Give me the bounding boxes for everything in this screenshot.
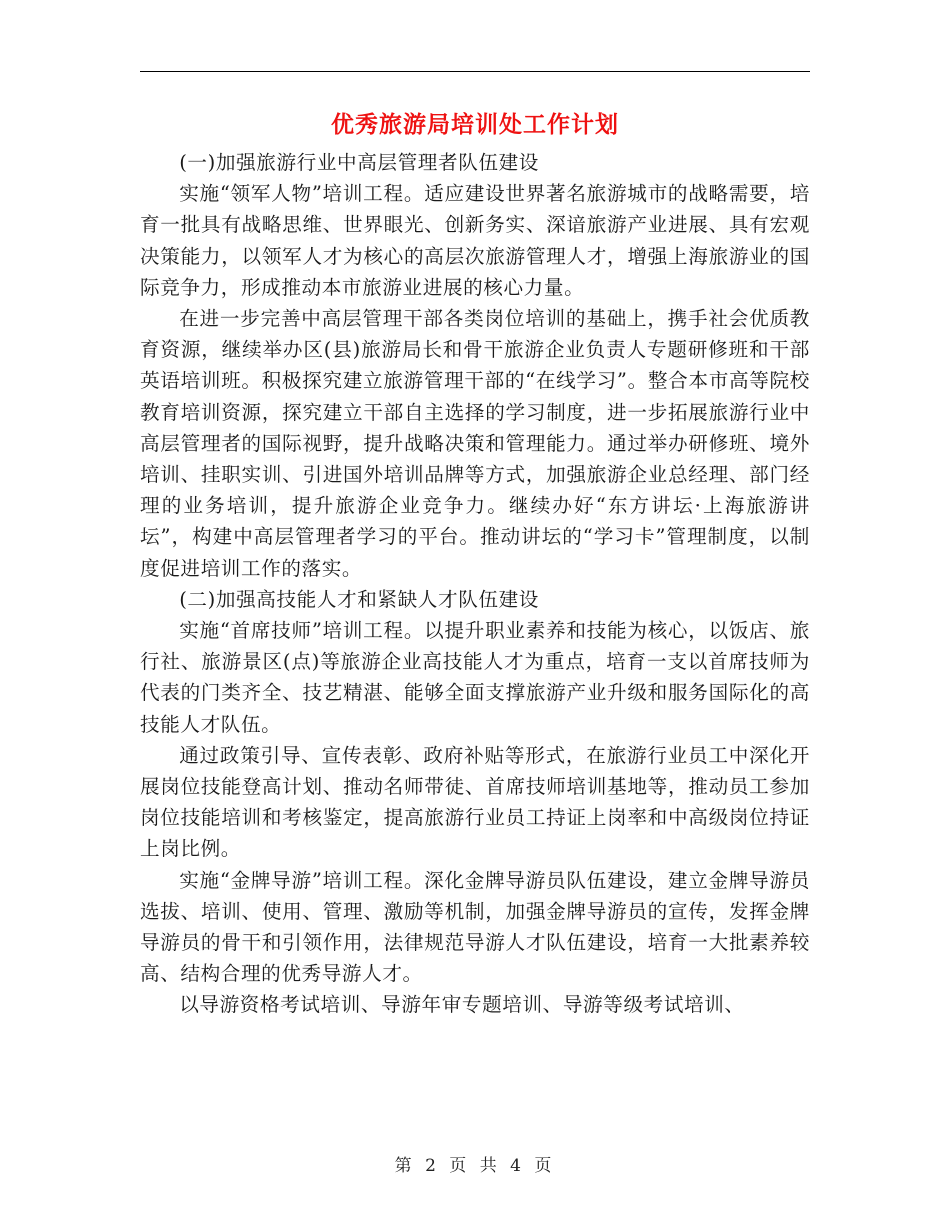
header-rule xyxy=(140,71,810,72)
paragraph: 实施“首席技师”培训工程。以提升职业素养和技能为核心，以饭店、旅行社、旅游景区(点)等旅游企业高技能人才为重点，培育一支以首席技师为代表的门类齐全、技艺精湛、能够全面支撑旅游产业升级和服务国际化的高技能人才队伍。 xyxy=(140,619,810,736)
paragraph: 以导游资格考试培训、导游年审专题培训、导游等级考试培训、 xyxy=(179,993,745,1017)
page-number-footer: 第 2 页 共 4 页 xyxy=(394,1156,556,1176)
paragraph: 在进一步完善中高层管理干部各类岗位培训的基础上，携手社会优质教育资源，继续举办区(县)旅游局长和骨干旅游企业负责人专题研修班和干部英语培训班。积极探究建立旅游管理干部的“在线学习”。整合本市高等院校教育培训资源，探究建立干部自主选择的学习制度，进一步拓展旅游行业中高层管理者的国际视野，提升战略决策和管理能力。通过举办研修班、境外培训、挂职实训、引进国外培训品牌等方式，加强旅游企业总经理、部门经理的业务培训，提升旅游企业竞争力。继续办好“东方讲坛·上海旅游讲坛”，构建中高层管理者学习的平台。推动讲坛的“学习卡”管理制度，以制度促进培训工作的落实。 xyxy=(140,307,810,580)
paragraph: 实施“金牌导游”培训工程。深化金牌导游员队伍建设，建立金牌导游员选拔、培训、使用、管理、激励等机制，加强金牌导游员的宣传，发挥金牌导游员的骨干和引领作用，法律规范导游人才队伍建设，培育一大批素养较高、结构合理的优秀导游人才。 xyxy=(140,868,810,986)
document-body xyxy=(140,147,810,1021)
section-heading-2: (二)加强高技能人才和紧缺人才队伍建设 xyxy=(179,587,539,611)
paragraph: 实施“领军人物”培训工程。适应建设世界著名旅游城市的战略需要，培育一批具有战略思维、世界眼光、创新务实、深谙旅游产业进展、具有宏观决策能力，以领军人才为核心的高层次旅游管理人才，增强上海旅游业的国际竞争力，形成推动本市旅游业进展的核心力量。 xyxy=(140,182,810,299)
paragraph: 通过政策引导、宣传表彰、政府补贴等形式，在旅游行业员工中深化开展岗位技能登高计划、推动名师带徒、首席技师培训基地等，推动员工参加岗位技能培训和考核鉴定，提高旅游行业员工持证上岗率和中高级岗位持证上岗比例。 xyxy=(140,743,810,861)
section-heading-1: (一)加强旅游行业中高层管理者队伍建设 xyxy=(179,151,539,174)
document-title: 优秀旅游局培训处工作计划 xyxy=(331,111,619,138)
